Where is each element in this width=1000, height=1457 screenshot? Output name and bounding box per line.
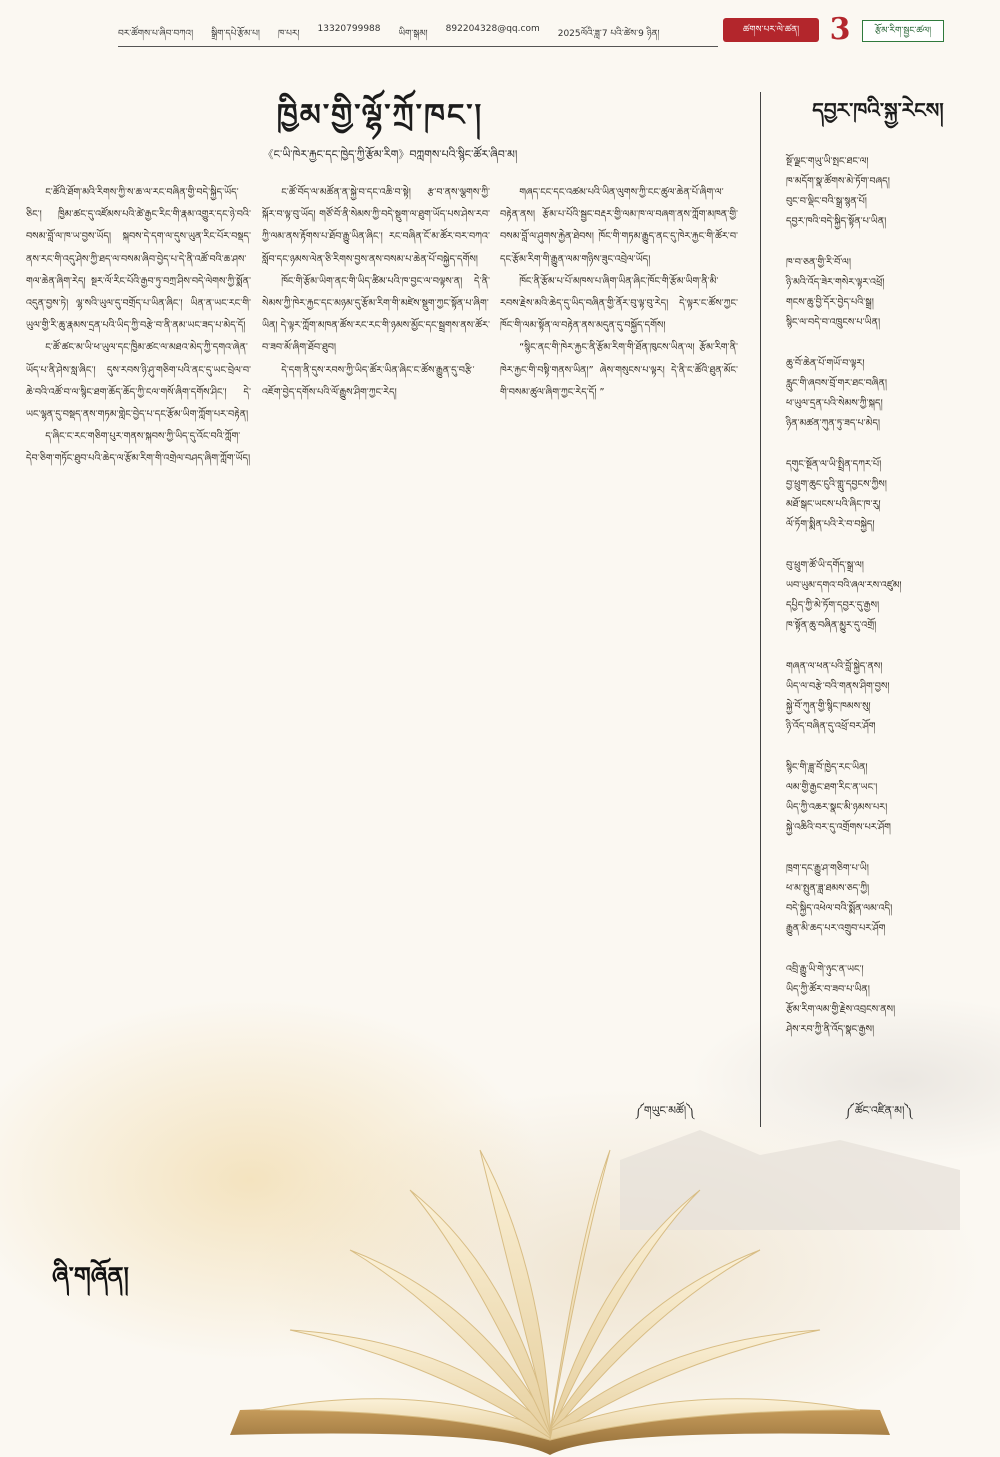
poem-line: ཡིད་ཀྱི་འཆར་སྣང་མི་ཉམས་པར། <box>786 802 888 813</box>
poem-stanza <box>786 354 976 434</box>
poem-stanza <box>786 657 976 737</box>
email-address: 892204328@qq.com <box>445 24 540 34</box>
page-label: རྩོམ་རིག་སྦྱང་ཚལ། <box>862 20 944 42</box>
poem-line: སྙིང་ལ་བདེ་བ་འཁྲུངས་པ་ཡིན། <box>786 317 881 328</box>
paragraph: ང་ཚོའི་ཐོག་མའི་རིགས་ཀྱི་ས་ཆ་ལ་རང་བཞིན་གྱི་བདེ་སྐྱིད་ཡོད་ཅིང་། ཁྱིམ་ཚང་དུ་འཛོམས་པའི་ཚེ་རྒྱང་རིང་གི་རྣམ་འགྱུར་དང་ཉེ་བའི་བསམ་བློ་ལ་ཁ་ཡ་བྱས་ཡོད། སྐབས་དེ་དག་ལ་དུས་ཡུན་རིང་པོར་བསྡད་ནས་རང་གི་འདུ་ཤེས་ཀྱི་ཐད་ལ་བསམ་ཞིབ་བྱེད་པ་དེ་ནི་འཚོ་བའི་ཆ་ཤས་གལ་ཆེན་ཞིག་རེད། སྔར་ལོ་རིང་པོའི་རྒྱབ་ཏུ་བཀྲ་ཤིས་བདེ་ལེགས་ཀྱི་སྨོན་འདུན་བྱས་ཏེ། ལྷ་སའི་ཡུལ་དུ་བགྲོད་པ་ཡིན་ཞིང་། ཡིན་ན་ཡང་རང་གི་ཡུལ་གྱི་རི་ཆུ་རྣམས་དྲན་པའི་ཡིད་ཀྱི་བརྩེ་བ་ནི་ནམ་ཡང་ཟད་པ་མེད་དོ། <box>26 187 251 332</box>
poem-line: ཆུ་བོ་ཆེན་པོ་གཡོ་བ་ལྟར། <box>786 358 865 369</box>
poem-line: ཕ་མ་སྤུན་ཟླ་ཐམས་ཅད་ཀྱི། <box>786 883 870 894</box>
paragraph: གཞད་ངང་དང་འཚམ་པའི་ཡིན་ལུགས་ཀྱི་ངང་ཚུལ་ཆེན་པོ་ཞིག་ལ་བརྟེན་ནས། རྩོམ་པ་པོའི་སྦྱང་བརྡར་གྱི་ལམ་ཁ་ལ་བཞག་ནས་ཀློག་མཁན་གྱི་བསམ་བློ་ལ་ཤུགས་རྐྱེན་ཐེབས། ཁོང་གི་གཏམ་རྒྱུད་ནང་དུ་ཁེར་རྐྱང་གི་ཚོར་བ་དང་རྩོམ་རིག་གི་རྒྱུན་ལམ་གཉིས་ཟུང་འབྲེལ་ཡོད། <box>500 187 738 265</box>
poem-line: བྱ་ཕྲུག་ཆུང་ངུའི་གླུ་དབྱངས་ཀྱིས། <box>786 479 887 490</box>
poem-line: སྐྱེ་འཆིའི་བར་དུ་འགྲོགས་པར་ཤོག <box>786 822 891 833</box>
poem-line: ཤེས་རབ་ཀྱི་ནི་འོད་སྣང་རྒྱས། <box>786 1024 875 1035</box>
page-number: 3 <box>829 12 851 47</box>
poem-line: ཁྲག་དང་རྒྱུ་ཤ་གཅིག་པ་ཡི། <box>786 863 869 874</box>
poem-line: སྔོ་ལྗང་གཡུ་ཡི་སྤང་ཐང་ལ། <box>786 156 869 167</box>
poem-line: བུང་བ་ལྡིང་བའི་སྒྲ་སྙན་པོ། <box>786 196 867 207</box>
designer-label: སྒྲིག་དཔེ་རྩོམ་པ། <box>211 29 260 39</box>
poem-line: མཐོ་སྒང་ཡངས་པའི་ཞིང་ཁ་རུ། <box>786 499 881 510</box>
poem-line: བདེ་སྐྱིད་འཕེལ་བའི་སྨོན་ལམ་འདི། <box>786 903 893 914</box>
article-title: ཁྱིམ་གྱི་ལྷོ་ཀྲོ་ཁང་། <box>276 98 484 133</box>
poem-line: ཉི་འོད་བཞིན་དུ་འཕྲོ་བར་ཤོག <box>786 721 876 732</box>
poem-line: ཉིན་མཚན་ཀུན་ཏུ་ཟད་པ་མེད། <box>786 418 881 429</box>
poem-line: ཡིད་ཀྱི་ཚོར་བ་ཟབ་པ་ཡིན། <box>786 984 870 995</box>
open-book-illustration <box>200 1110 960 1457</box>
editor-label: བར་ཚོགས་པ་ཞིབ་བཀའ། <box>118 29 194 39</box>
poem-stanza <box>786 960 976 1040</box>
poem-line: ཡིད་ལ་བརྩེ་བའི་གནས་ཤིག་བྱས། <box>786 681 890 692</box>
poem-line: དབྱར་ཁའི་བདེ་སྐྱིད་སྟོན་པ་ཡིན། <box>786 216 887 227</box>
column-divider <box>760 92 761 1127</box>
poem-line: སྐྱེ་བོ་ཀུན་གྱི་སྙིང་ཁམས་སུ། <box>786 701 871 712</box>
article-subtitle: 《ང་ཡི་ཁེར་རྐྱང་དང་ཁྱེད་ཀྱི་རྩོམ་རིག》བཀླགས་པའི་སྙིང་ཚོར་ཞིབ་མ། <box>262 148 518 161</box>
article-column-3 <box>500 182 738 1092</box>
poem-stanza <box>786 455 976 535</box>
poem-stanza <box>786 758 976 838</box>
poem-line: ཁ་སྟོན་ཆུ་བཞིན་མྱུར་དུ་འགྲོ། <box>786 620 877 631</box>
poem-title: དབྱར་ཁའི་སྐྱ་རེངས། <box>812 98 944 122</box>
article-column-2 <box>262 182 490 1082</box>
poem-stanza <box>786 253 976 333</box>
poem-line: ཡབ་ཡུམ་དགའ་བའི་ཞལ་རས་འཛུམ། <box>786 580 902 591</box>
section-tag: ཚགས་པར་ལེ་ཚན། <box>723 18 819 42</box>
poem-line: གངས་ཆུ་བྱི་དོར་བྱེད་པའི་སྒྲ། <box>786 297 874 308</box>
poem-line: སྙིང་གི་ཟླ་བོ་ཁྱེད་རང་ཡིན། <box>786 762 868 773</box>
poem-line: ཁ་མདོག་སྣ་ཚོགས་མེ་ཏོག་བཞད། <box>786 176 890 187</box>
poem-stanza <box>786 859 976 939</box>
paragraph: ད་ཞིང་ང་རང་གཅིག་པུར་གནས་སྐབས་ཀྱི་ཡིད་དུ་འོང་བའི་ཀློག་དེབ་ཅིག་གཏོང་ཐུབ་པའི་ཆེད་ལ་རྩོམ་རིག་གི་འགྲེལ་བཤད་ཞིག་ཀློག་ཡོད། <box>26 431 251 465</box>
paragraph: ཁོང་གི་རྩོམ་ཡིག་ནང་གི་ཡིད་ཚིམ་པའི་ཁ་བྱང་ལ་བལྟས་ན། དེ་ནི་སེམས་ཀྱི་ཁེར་རྐྱང་དང་མཉམ་དུ་རྩོམ་རིག་གི་མཛེས་སྡུག་ཀྱང་སྟོན་པ་ཞིག་ཡིན། དེ་ལྟར་ཀློག་མཁན་ཚོས་རང་རང་གི་ཉམས་མྱོང་དང་སྦྲགས་ནས་ཚོར་བ་ཟབ་མོ་ཞིག་ཐོབ་ཐུབ། <box>262 275 490 354</box>
paragraph: དེ་དག་ནི་དུས་རབས་ཀྱི་ཡིད་ཚོར་ཡིན་ཞིང་ང་ཚོས་རྒྱུན་དུ་བརྩི་འཇོག་བྱེད་དགོས་པའི་ལོ་རྒྱུས་ཤིག་ཀྱང་རེད། <box>262 364 475 398</box>
paragraph: ང་ཚོ་བོད་ལ་མཚོན་ན་སྐྱེ་བ་དང་འཆི་བ་སྟེ། རྩ་བ་ནས་ལྕགས་ཀྱི་སྐོར་བ་ལྟ་བུ་ཡོད། གཙོ་བོ་ནི་སེམས་ཀྱི་བདེ་སྡུག་ལ་ཐུག་ཡོད་པས་ཤེས་རབ་ཀྱི་ལམ་ནས་རྟོགས་པ་ཐོབ་རྒྱུ་ཡིན་ཞིང་། རང་བཞིན་ངོ་མ་ཚོར་བར་བཀའ་སློབ་དང་ཉམས་ལེན་ཅི་རིགས་བྱས་ནས་བསམ་པ་ཆེན་པོ་བསྐྱེད་དགོས། <box>262 187 490 265</box>
article-signature: ༼གཡུང་མཚོ།༽ <box>635 1104 695 1117</box>
author-name: ཞི་གཞོན། <box>52 1262 129 1290</box>
poem-line: གཞན་ལ་ཕན་པའི་བློ་སྐྱེད་ནས། <box>786 661 883 672</box>
poem-line: ཁ་བ་ཅན་གྱི་རི་བོ་ལ། <box>786 257 851 268</box>
poem-line: འབྲི་རྒྱུ་ཡི་གེ་ཉུང་ན་ཡང་། <box>786 964 864 975</box>
poem-line: བུ་ཕྲུག་ཚོ་ཡི་དགོད་སྒྲ་ལ། <box>786 560 864 571</box>
poem-stanza <box>786 152 976 232</box>
poem-line: རྒྱུན་མི་ཆད་པར་འགྲུབ་པར་ཤོག <box>786 923 886 934</box>
poem-line: རླུང་གི་ཞབས་བྲོ་གར་ཐང་བཞིན། <box>786 378 888 389</box>
poem-line: ཉི་མའི་འོད་ཟེར་གསེར་ལྟར་འཕྲོ། <box>786 277 885 288</box>
poem-line: དགུང་སྔོན་ལ་ཡི་སྤྲིན་དཀར་པོ། <box>786 459 882 470</box>
poem-signature: ༼ཚོང་འཛིན་མ།༽ <box>845 1104 913 1117</box>
poem-line: རྩོམ་རིག་ལམ་གྱི་རྗེས་འབྲངས་ནས། <box>786 1004 896 1015</box>
header-rule <box>118 46 718 47</box>
poem-line: ཕ་ཡུལ་དྲན་པའི་སེམས་ཀྱི་སྐད། <box>786 398 883 409</box>
issue-date: 2025ལོའི་ཟླ་7 པའི་ཚེས་9 ཉིན། <box>557 29 660 39</box>
email-label: ཡིག་སྒམ། <box>398 29 428 39</box>
poem-line: དཔྱིད་ཀྱི་མེ་ཏོག་དབྱར་དུ་རྒྱས། <box>786 600 880 611</box>
paragraph: ང་ཚོ་ཚང་མ་ཡི་ཕ་ཡུལ་དང་ཁྱིམ་ཚང་ལ་མཐའ་མེད་ཀྱི་དགའ་ཞེན་ཡོད་པ་ནི་ཤེས་སླ་ཞིང་། དུས་རབས་ཉི་ཤུ་གཅིག་པའི་ནང་དུ་ཡང་བྲེལ་བ་ཆེ་བའི་འཚོ་བ་ལ་སྙིང་ཐག་ཆོད་ཆོད་ཀྱི་ངལ་གསོ་ཞིག་དགོས་ཤིང་། དེ་ཡང་ལྷན་དུ་བསྡད་ནས་གཏམ་གླེང་བྱེད་པ་དང་རྩོམ་ཡིག་ཀློག་པར་བརྟེན། <box>26 342 251 421</box>
phone-number: 13320799988 <box>317 24 381 34</box>
poem-line: ལམ་གྱི་རྒྱང་ཐག་རིང་ན་ཡང་། <box>786 782 878 793</box>
paragraph: “སྙིང་ནང་གི་ཁེར་རྐྱང་ནི་རྩོམ་རིག་གི་ཐོན་ཁུངས་ཡིན་ལ། རྩོམ་རིག་ནི་ཁེར་རྐྱང་གི་བསྟི་གནས་ཡིན།” ཞེས་གསུངས་པ་ལྟར། དེ་ནི་ང་ཚོའི་ཐུན་མོང་གི་བསམ་ཚུལ་ཞིག་ཀྱང་རེད་དོ། ” <box>500 342 738 398</box>
article-column-1 <box>26 182 251 1107</box>
phone-label: ཁ་པར། <box>277 29 300 39</box>
poem-body <box>786 152 976 1061</box>
paragraph: ཁོང་ནི་རྩོམ་པ་པོ་མཁས་པ་ཞིག་ཡིན་ཞིང་ཁོང་གི་རྩོམ་ཡིག་ནི་མི་རབས་རྗེས་མའི་ཆེད་དུ་ཡིད་བཞིན་གྱི་ནོར་བུ་ལྟ་བུ་རེད། དེ་ལྟར་ང་ཚོས་ཀྱང་ཁོང་གི་ལམ་སྟོན་ལ་བརྟེན་ནས་མདུན་དུ་བསྐྱོད་དགོས། <box>500 275 738 332</box>
poem-stanza <box>786 556 976 636</box>
poem-line: ལོ་ཏོག་སྨིན་པའི་རེ་བ་བསྐྱེད། <box>786 519 875 530</box>
masthead <box>0 0 1000 62</box>
